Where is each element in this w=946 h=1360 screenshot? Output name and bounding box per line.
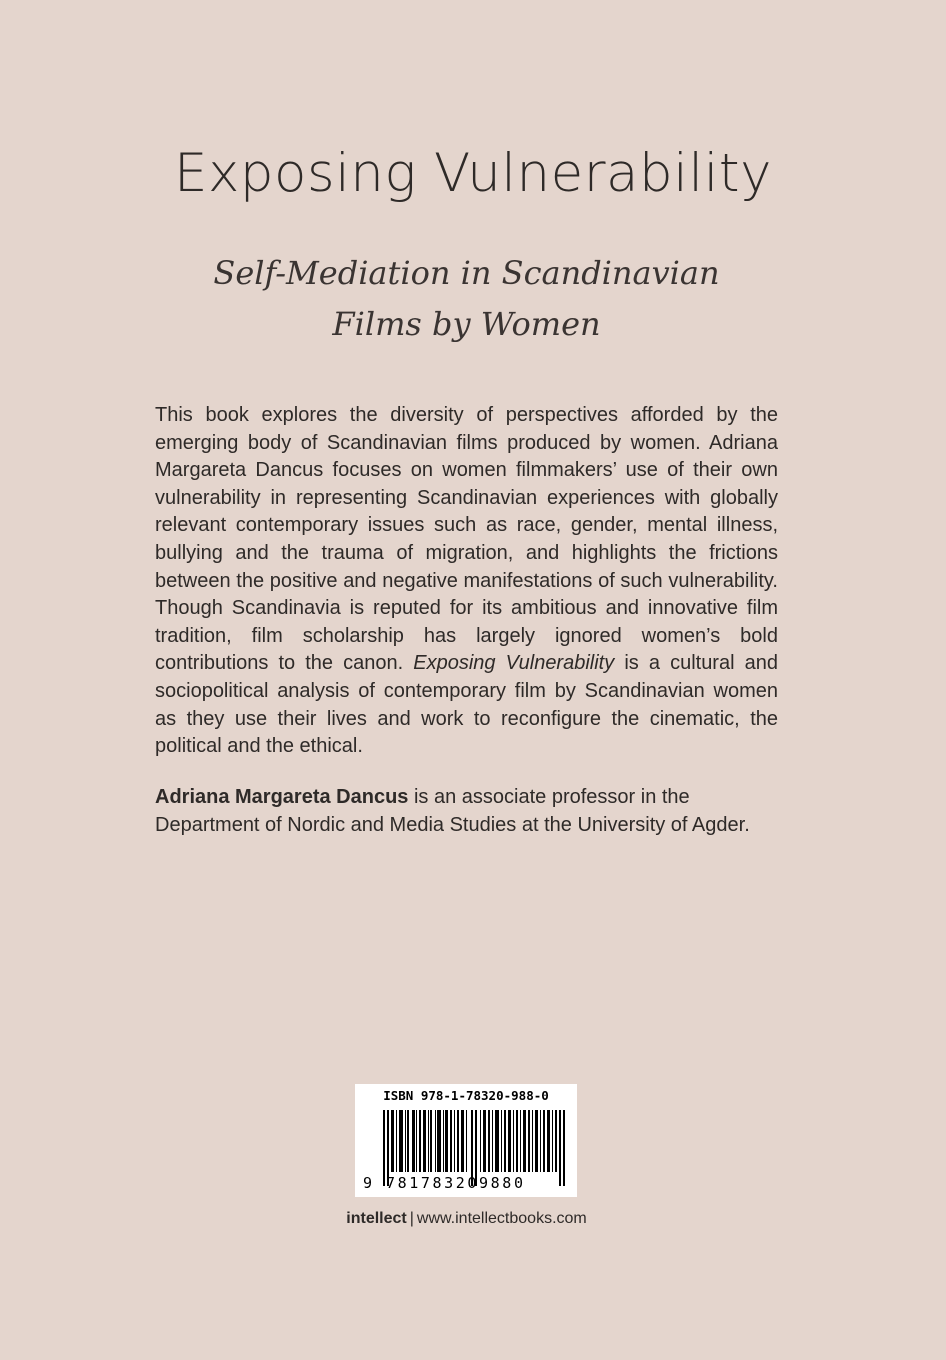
publisher-website: www.intellectbooks.com	[416, 1210, 587, 1227]
author-bio	[155, 783, 795, 839]
barcode-lead-digit: 9	[363, 1174, 373, 1192]
author-name: Adriana Margareta Dancus	[155, 786, 409, 808]
description-italic-title: Exposing Vulnerability	[413, 652, 615, 675]
book-description	[155, 402, 778, 761]
isbn-label: ISBN 978-1-78320-988-0	[383, 1088, 549, 1103]
subtitle-line-2: Films by Women	[332, 305, 601, 343]
book-title: Exposing Vulnerability	[174, 143, 772, 204]
publisher-footer	[0, 1210, 933, 1228]
description-part-1: This book explores the diversity of perspectives afforded by the emerging body of Scandinavian films produced by women. Adriana Margareta Dancus focuses on women filmmakers’ use of their own vulnerability in representing Scandinavian experiences with globally relevant contemporary issues such as race, gender, mental illness, bullying and the trauma of migration, and highlights the frictions between the positive and negative manifestations of such vulnerability. Though Scandinavia is reputed for its ambitious and innovative film tradition, film scholarship has largely ignored women’s bold contributions to the canon.	[155, 404, 778, 675]
footer-separator: |	[409, 1210, 414, 1227]
isbn-barcode	[355, 1084, 577, 1197]
book-subtitle	[0, 248, 933, 350]
barcode-digits: 781783209880	[386, 1174, 526, 1192]
description-part-2: is a cultural and sociopolitical analysis of contemporary film by Scandinavian women as they use their lives and work to reconfigure the cinematic, the political and the ethical.	[155, 652, 778, 758]
publisher-name: intellect	[346, 1210, 407, 1227]
subtitle-line-1: Self-Mediation in Scandinavian	[213, 254, 720, 292]
author-bio-text: is an associate professor in the Department of Nordic and Media Studies at the University of Agder.	[155, 786, 750, 836]
